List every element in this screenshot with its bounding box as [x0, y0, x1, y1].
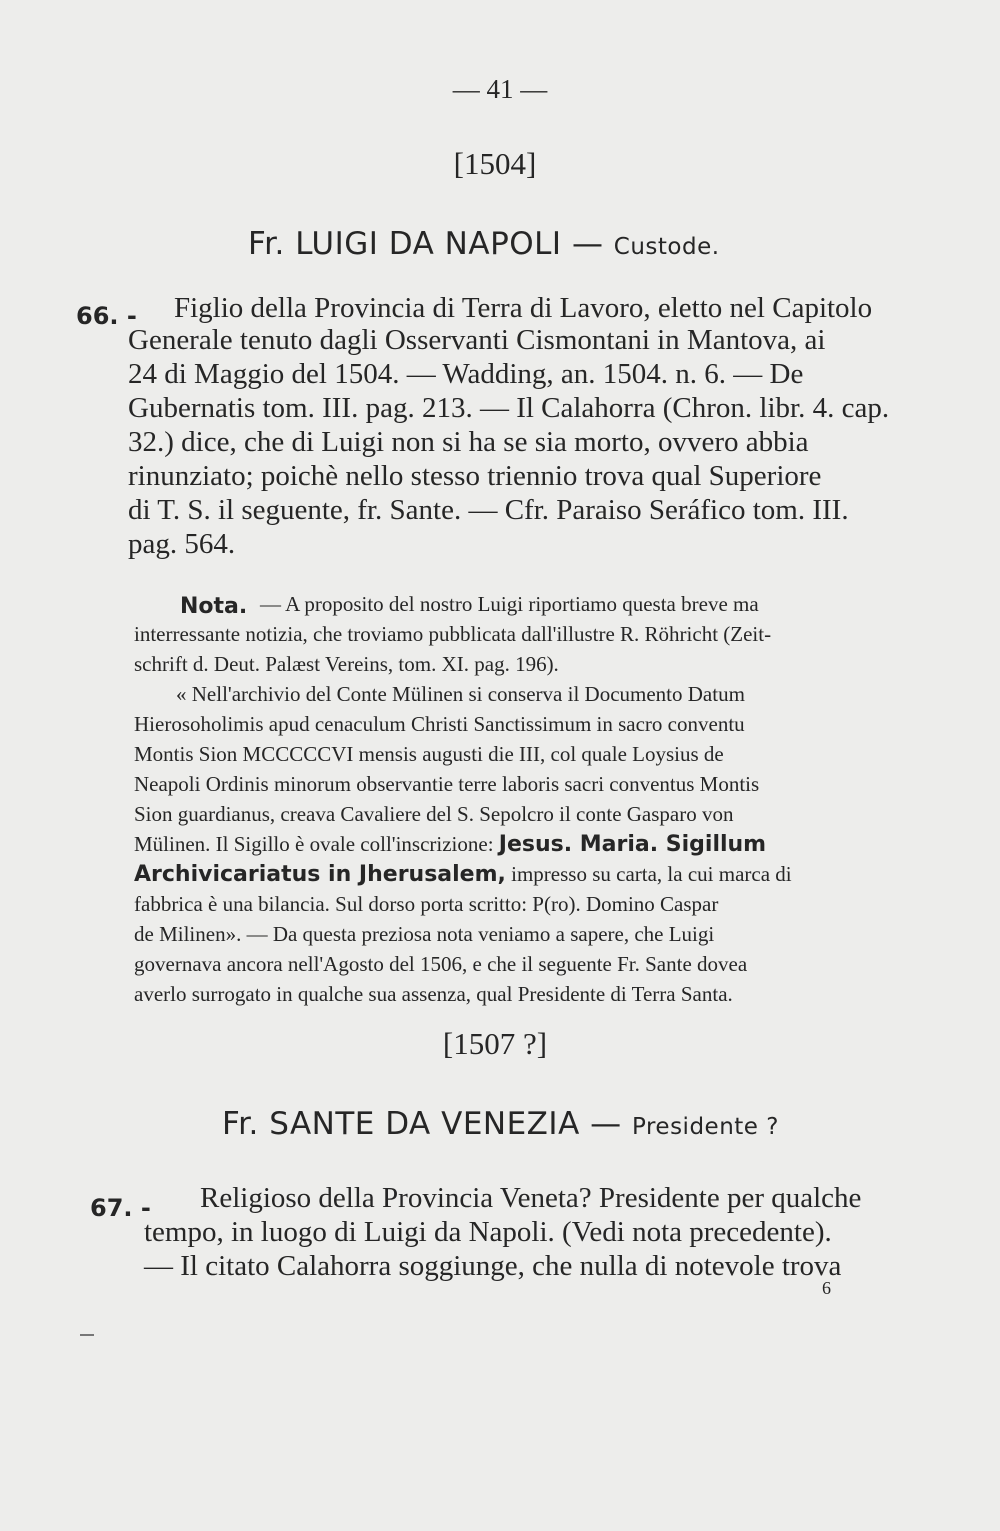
signature-mark: 6: [822, 1278, 831, 1298]
heading-name: LUIGI DA NAPOLI: [295, 226, 562, 262]
note-line: [134, 862, 792, 887]
year-heading-1507: [1507 ?]: [442, 1026, 548, 1061]
note-line: Sion guardianus, creava Cavaliere del S. Sepolcro il conte Gasparo von: [134, 802, 734, 826]
note-label: Nota.: [180, 594, 248, 619]
note-line: « Nell'archivio del Conte Mülinen si conserva il Documento Datum: [176, 682, 745, 706]
entry-66-line: di T. S. il seguente, fr. Sante. — Cfr. Paraiso Seráfico tom. III.: [128, 494, 849, 526]
heading-fr: Fr.: [248, 226, 285, 262]
entry-66-line: 24 di Maggio del 1504. — Wadding, an. 1504. n. 6. — De: [128, 358, 804, 390]
entry-66-line: rinunziato; poichè nello stesso triennio trova qual Superiore: [128, 460, 822, 492]
note-line: fabbrica è una bilancia. Sul dorso porta scritto: P(ro). Domino Caspar: [134, 892, 719, 916]
heading-role: Presidente ?: [632, 1114, 779, 1140]
inscription-text: Archivicariatus in Jherusalem,: [134, 862, 506, 887]
entry-67-line: tempo, in luogo di Luigi da Napoli. (Vedi nota precedente).: [144, 1216, 832, 1248]
note-line: governava ancora nell'Agosto del 1506, e che il seguente Fr. Sante dovea: [134, 952, 748, 976]
note-line: Neapoli Ordinis minorum observantie terre laboris sacri conventus Montis: [134, 772, 760, 796]
heading-role: Custode.: [613, 234, 720, 260]
note-line: [134, 832, 766, 857]
heading-dash: —: [590, 1106, 622, 1142]
note-line: Montis Sion MCCCCCVI mensis augusti die III, col quale Loysius de: [134, 742, 724, 766]
entry-66-line: Figlio della Provincia di Terra di Lavoro, eletto nel Capitolo: [174, 292, 873, 324]
entry-66-line: 32.) dice, che di Luigi non si ha se sia morto, ovvero abbia: [128, 426, 809, 458]
section-heading-sante: [222, 1106, 779, 1142]
note-line: de Milinen». — Da questa preziosa nota veniamo a sapere, che Luigi: [134, 922, 715, 946]
note-line: — A proposito del nostro Luigi riportiamo questa breve ma: [260, 592, 759, 616]
margin-mark: [80, 1334, 94, 1336]
note-line: schrift d. Deut. Palæst Vereins, tom. XI. pag. 196).: [134, 652, 559, 676]
entry-number-67: 67. -: [90, 1194, 151, 1222]
entry-66-line: Generale tenuto dagli Osservanti Cismontani in Mantova, ai: [128, 324, 826, 356]
note-text: Mülinen. Il Sigillo è ovale coll'inscrizione:: [134, 832, 494, 856]
heading-dash: —: [571, 226, 604, 262]
entry-66-line: Gubernatis tom. III. pag. 213. — Il Calahorra (Chron. libr. 4. cap.: [128, 392, 890, 424]
entry-67-line: — Il citato Calahorra soggiunge, che nulla di notevole trova: [144, 1250, 842, 1282]
note-text: impresso su carta, la cui marca di: [511, 862, 792, 886]
page-number: — 41 —: [452, 74, 548, 104]
year-heading-1504: [1504]: [453, 146, 537, 181]
note-line: Hierosoholimis apud cenaculum Christi Sanctissimum in sacro conventu: [134, 712, 745, 736]
note-line: averlo surrogato in qualche sua assenza, qual Presidente di Terra Santa.: [134, 982, 733, 1006]
section-heading-luigi: [248, 226, 720, 262]
entry-67-line: Religioso della Provincia Veneta? Presidente per qualche: [200, 1182, 862, 1214]
heading-fr: Fr.: [222, 1106, 259, 1142]
inscription-text: Jesus. Maria. Sigillum: [498, 832, 767, 857]
heading-name: SANTE DA VENEZIA: [269, 1106, 580, 1142]
entry-66-line: pag. 564.: [128, 528, 236, 560]
entry-number-66: 66. -: [76, 302, 137, 330]
note-line: interressante notizia, che troviamo pubblicata dall'illustre R. Röhricht (Zeit-: [134, 622, 772, 646]
